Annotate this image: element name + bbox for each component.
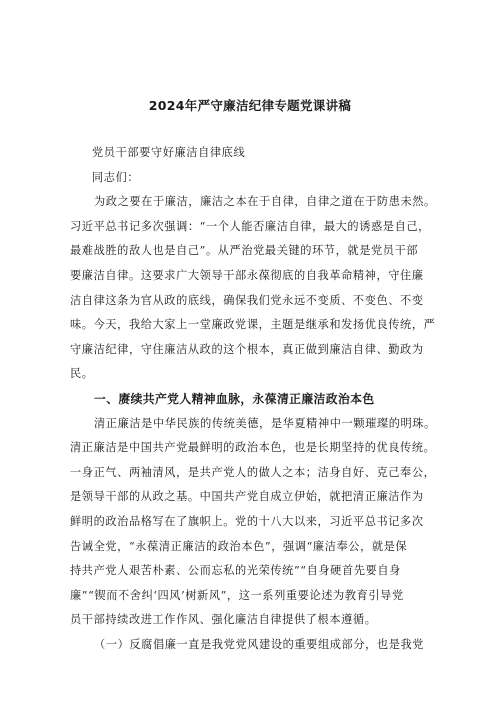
intro-line: 味。今天，我给大家上一堂廉政党课，主题是继承和发扬优良传统，严 (70, 318, 436, 332)
document-subtitle: 党员干部要守好廉洁自律底线 (92, 146, 246, 159)
section-line: 一身正气、两袖清风，是共产党人的做人之本；洁身自好、克己奉公， (70, 465, 436, 479)
section-line: 持共产党人艰苦朴素、公而忘私的光荣传统”“自身硬首先要自身 (70, 564, 401, 578)
intro-line: 最难战胜的敌人也是自己”。从严治党最关键的环节，就是党员干部 (70, 244, 419, 258)
section-line: 鲜明的政治品格写在了旗帜上。党的十八大以来，习近平总书记多次 (70, 514, 424, 528)
intro-line: 守廉洁纪律，守住廉洁从政的这个根本，真正做到廉洁自律、勤政为 (70, 342, 424, 356)
document-body (70, 141, 436, 657)
section-heading: 一、赓续共产党人精神血脉，永葆清正廉洁政治本色 (94, 391, 375, 406)
section-line: 告诫全党，“永葆清正廉洁的政治本色”，强调“廉洁奉公，就是保 (70, 539, 408, 553)
intro-line: 洁自律这条为官从政的底线，确保我们党永远不变质、不变色、不变 (70, 293, 424, 307)
intro-line: 民。 (70, 367, 94, 381)
section-line: 清正廉洁是中国共产党最鲜明的政治本色，也是长期坚持的优良传统。 (70, 441, 436, 455)
subsection-line: （一）反腐倡廉一直是我党党风建设的重要组成部分，也是我党 (94, 637, 425, 651)
section-line: 是领导干部的从政之基。中国共产党自成立伊始，就把清正廉洁作为 (70, 490, 424, 504)
section-line: 廉”“锲而不舍纠‘四风’树新风”，这一系列重要论述为教育引导党 (70, 588, 404, 602)
intro-line: 习近平总书记多次强调：“一个人能否廉洁自律，最大的诱惑是自己， (70, 219, 430, 233)
document-title: 2024年严守廉洁纪律专题党课讲稿 (148, 98, 352, 113)
greeting: 同志们： (92, 170, 140, 184)
section-line: 员干部持续改进工作作风、强化廉洁自律提供了根本遵循。 (70, 613, 377, 627)
intro-line: 为政之要在于廉洁，廉洁之本在于自律，自律之道在于防患未然。 (94, 195, 436, 209)
intro-line: 要廉洁自律。这要求广大领导干部永葆彻底的自我革命精神，守住廉 (70, 268, 424, 282)
section-line: 清正廉洁是中华民族的传统美德，是华夏精神中一颗璀璨的明珠。 (94, 416, 436, 430)
